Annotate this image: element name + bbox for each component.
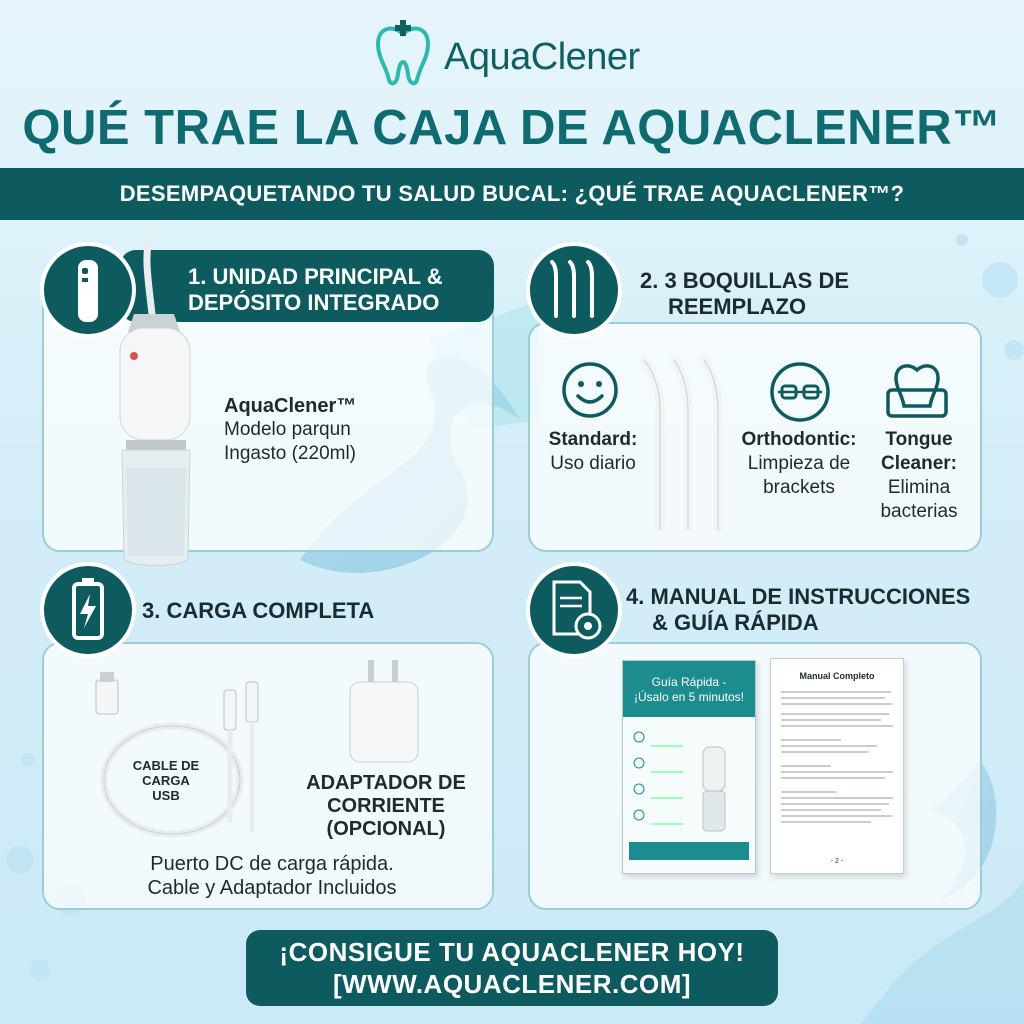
full-manual-text-lines (771, 681, 905, 851)
section-3-title: 3. CARGA COMPLETA (142, 598, 375, 623)
adapter-label: ADAPTADOR DE CORRIENTE (OPCIONAL) (306, 772, 466, 840)
cta-url[interactable]: [WWW.AQUACLENER.COM] (332, 969, 692, 999)
subtitle-banner: DESEMPAQUETANDO TU SALUD BUCAL: ¿QUÉ TRAE AQUACLENER™? (0, 168, 1024, 220)
battery-icon (44, 566, 132, 654)
tooth-logo-icon (372, 20, 434, 86)
full-manual-title: Manual Completo (799, 671, 875, 681)
brand-logo (372, 18, 672, 86)
tip-tongue-cleaner: Tongue Cleaner: Elimina bacterias (880, 429, 958, 522)
quick-guide-booklet (622, 660, 756, 874)
product-name: AquaClener™ (224, 395, 357, 417)
tip-standard: Standard: Uso diario (548, 429, 638, 474)
nozzles-icon (530, 246, 618, 334)
tip-orthodontic: Orthodontic: Limpieza de brackets (741, 429, 857, 498)
section-4-title-line1: 4. MANUAL DE INSTRUCCIONES (626, 584, 971, 609)
battery-icon-badge (40, 562, 136, 658)
full-manual-page-number: - 2 - (830, 858, 844, 865)
quick-guide-title-line2: ¡Úsalo en 5 minutos! (633, 690, 745, 704)
section-2-title-line1: 2. 3 BOQUILLAS DE (640, 268, 850, 293)
section-1-title-line1: 1. UNIDAD PRINCIPAL & (188, 264, 443, 289)
smile-icon (560, 360, 620, 420)
brand-name: AquaClener (444, 36, 640, 78)
quick-guide-title-line1: Guía Rápida - (651, 675, 727, 689)
cta-line1: ¡CONSIGUE TU AQUACLENER HOY! (279, 937, 745, 967)
nozzles-icon-badge (526, 242, 622, 338)
section-4-title-line2: & GUÍA RÁPIDA (652, 610, 819, 635)
tongue-tooth-icon (884, 360, 950, 420)
charging-caption: Puerto DC de carga rápida. Cable y Adaptador Incluidos (147, 853, 397, 899)
cta-banner[interactable] (246, 930, 778, 1006)
section-2-title-line2: REEMPLAZO (668, 294, 807, 319)
product-model-line1: Modelo parqun (224, 419, 351, 440)
full-manual-booklet (770, 658, 904, 874)
braces-icon (768, 360, 832, 424)
document-gear-icon (530, 566, 618, 654)
section-1-title-line2: DEPÓSITO INTEGRADO (188, 290, 440, 315)
nozzles-image (638, 350, 738, 532)
power-adapter-image (346, 660, 422, 764)
usb-cable-label: CABLE DE CARGA USB (132, 758, 200, 803)
quick-guide-illustration (623, 717, 757, 837)
product-model-line2: Ingasto (220ml) (224, 443, 357, 464)
document-gear-icon-badge (526, 562, 622, 658)
page-title: QUÉ TRAE LA CAJA DE AQUACLENER™ (22, 101, 1002, 155)
irrigator-device-image (104, 228, 208, 574)
